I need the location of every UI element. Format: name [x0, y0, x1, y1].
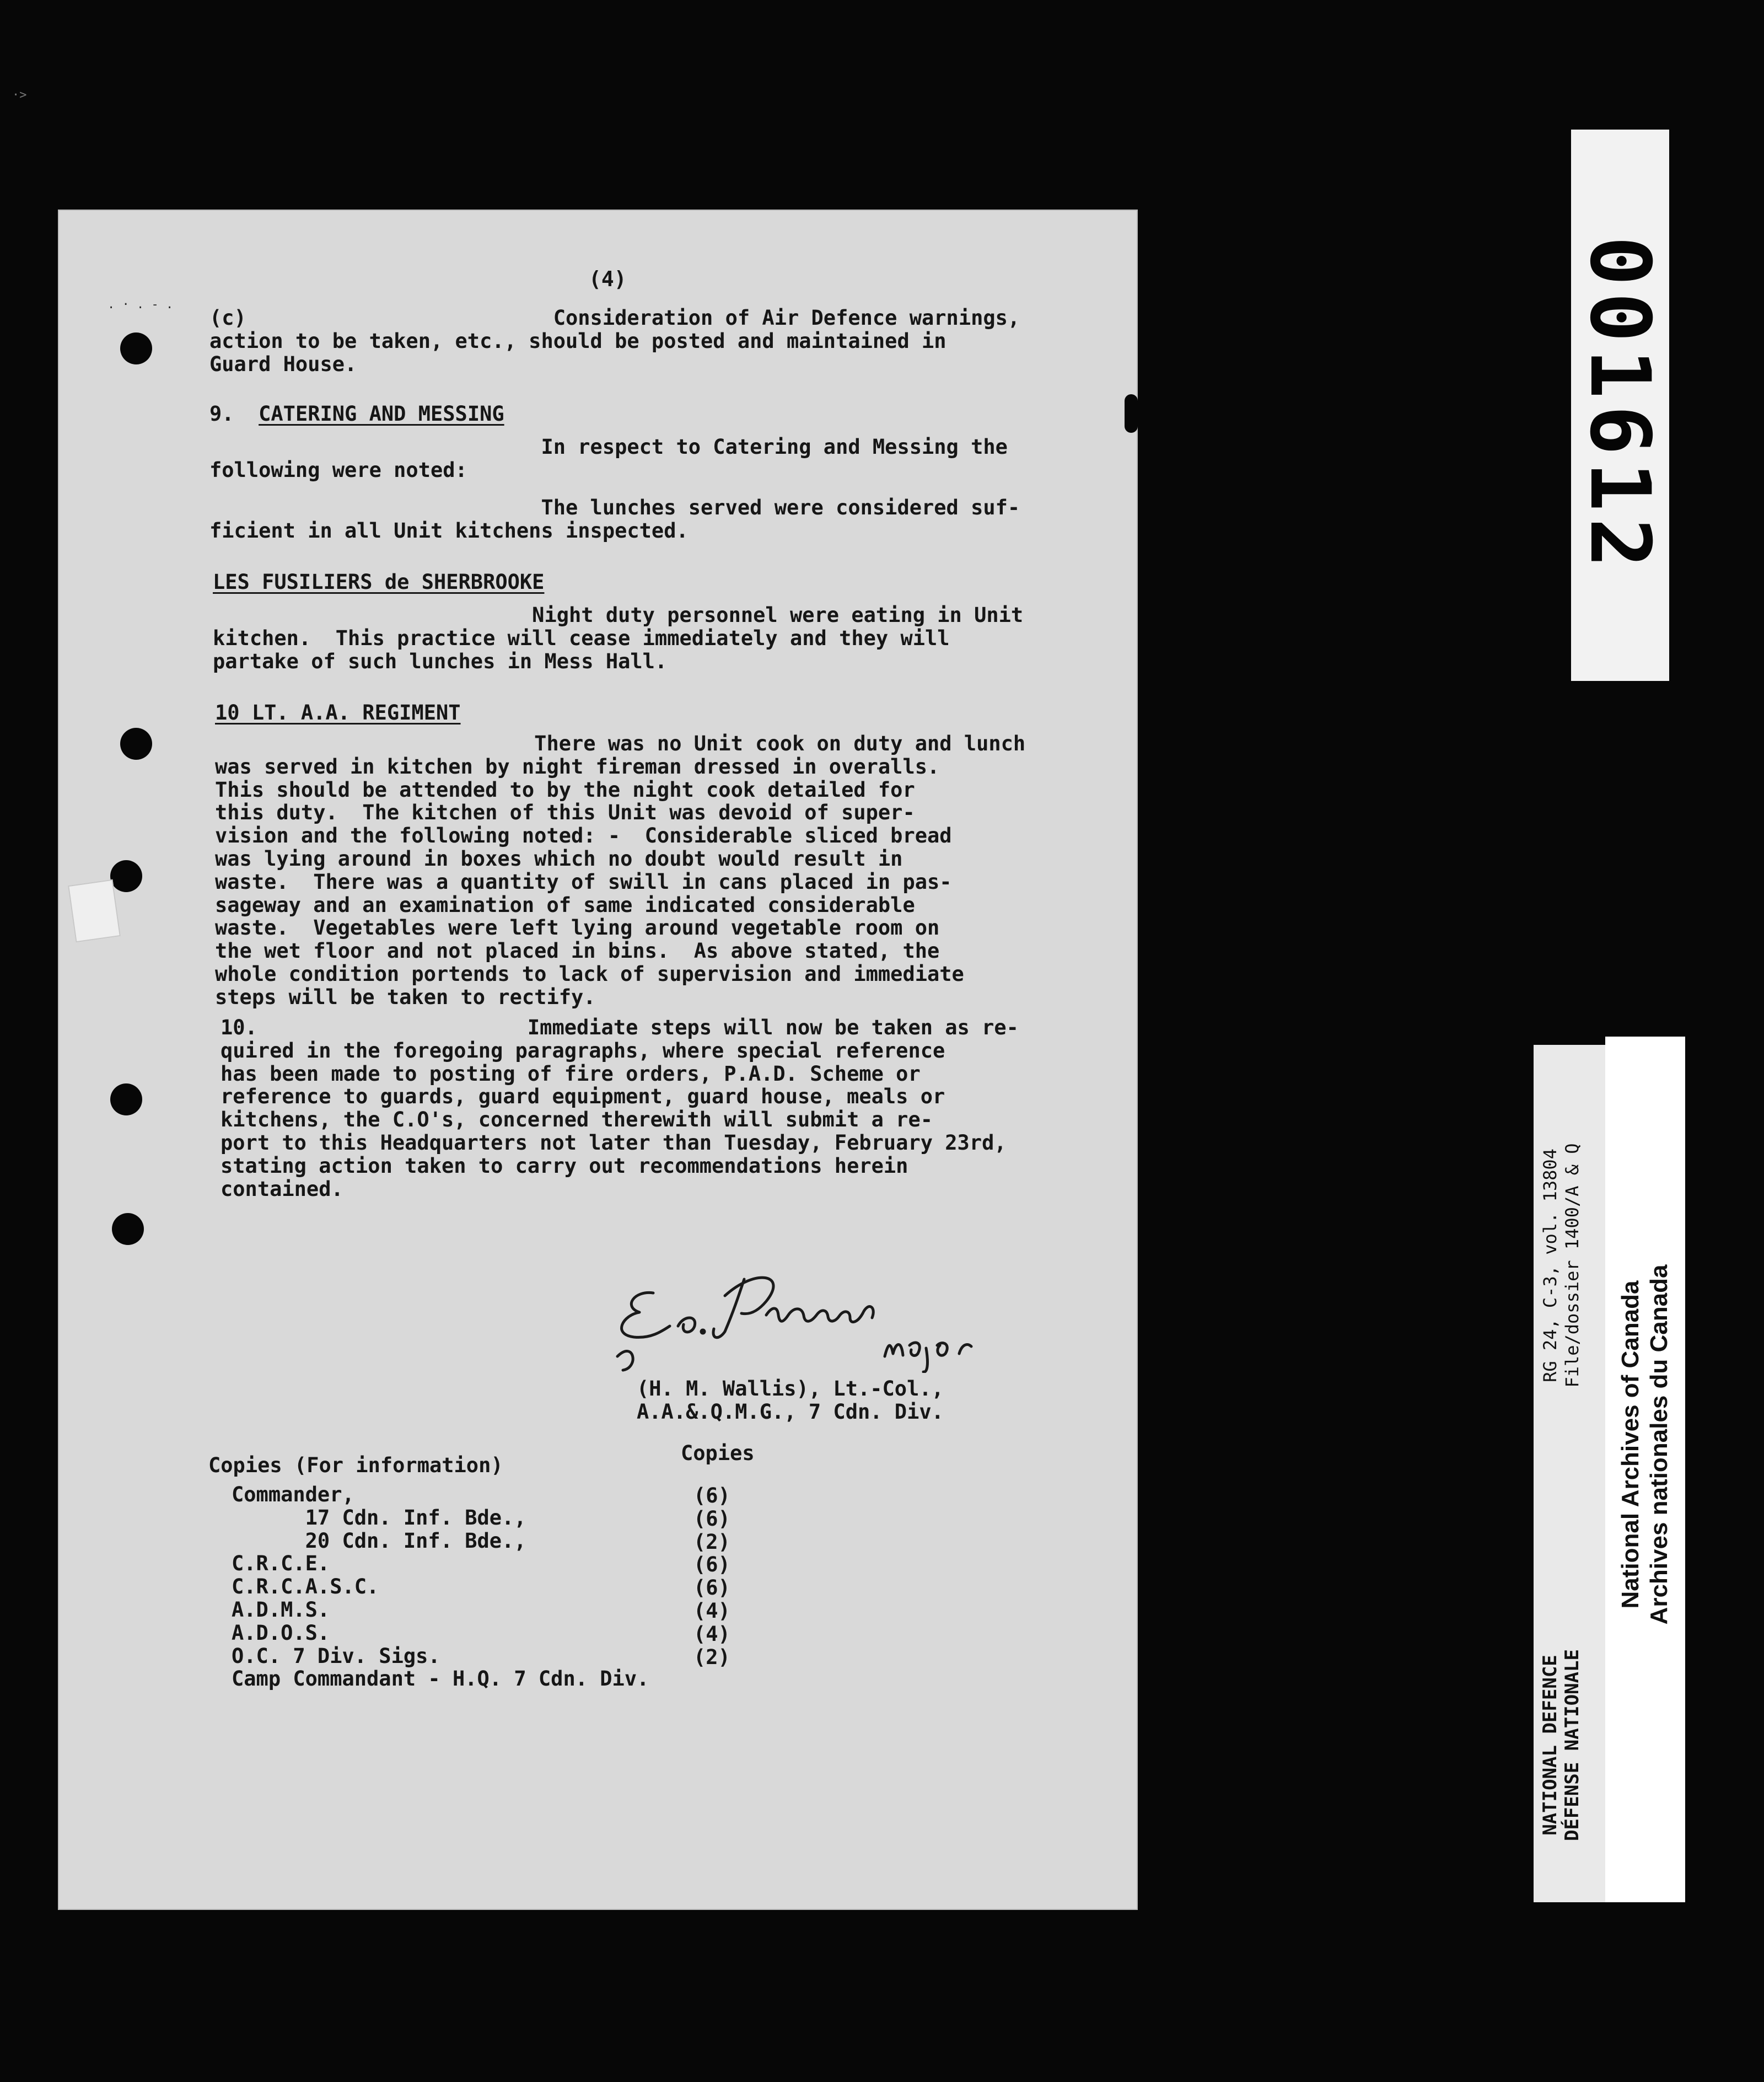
unit-heading-10-lt-aa: 10 LT. A.A. REGIMENT — [215, 701, 461, 725]
punch-hole — [110, 860, 142, 892]
distribution-item: A.D.O.S. — [232, 1620, 330, 1645]
unit-heading-sherbrooke: LES FUSILIERS de SHERBROOKE — [213, 570, 545, 594]
distribution-item: O.C. 7 Div. Sigs. — [232, 1644, 440, 1668]
copies-column-header: Copies — [681, 1441, 755, 1465]
copies-count: (6) — [693, 1484, 730, 1507]
page-number: (4) — [589, 267, 627, 291]
section-9-title: CATERING AND MESSING — [259, 402, 504, 426]
archive-reference-1: RG 24, C-3, vol. 13804 — [1540, 1149, 1561, 1382]
distribution-list — [232, 1483, 649, 1691]
punch-hole — [120, 728, 152, 760]
punch-hole — [120, 332, 152, 364]
distribution-item: 17 Cdn. Inf. Bde., — [232, 1505, 526, 1530]
copies-count: (2) — [693, 1530, 730, 1554]
copies-count: (6) — [693, 1576, 730, 1600]
margin-mark: ·> — [12, 88, 27, 102]
torn-corner — [68, 879, 121, 942]
distribution-item: Camp Commandant - H.Q. 7 Cdn. Div. — [232, 1667, 649, 1691]
unit-text-sherbrooke: Night duty personnel were eating in Unit kitchen. This practice will cease immediately and they will partake of such lunches in Mess Hall. — [213, 603, 1024, 673]
archive-reference-2: File/dossier 1400/A & Q — [1562, 1143, 1583, 1388]
distribution-copies — [693, 1484, 730, 1668]
punch-hole — [110, 1083, 142, 1115]
signature-block: (H. M. Wallis), Lt.-Col., A.A.&.Q.M.G., 7 Cdn. Div. — [637, 1377, 944, 1424]
distribution-item: C.R.C.A.S.C. — [232, 1575, 379, 1599]
copies-count: (2) — [693, 1645, 730, 1669]
distribution-item: Commander, — [232, 1483, 354, 1506]
national-defence-text: NATIONAL DEFENCE — [1539, 1655, 1561, 1836]
copies-count: (4) — [693, 1598, 730, 1623]
unit-text-10-lt-aa: There was no Unit cook on duty and lunch was served in kitchen by night fireman dressed in overalls. This should be attended to by the night cook detailed for this duty. The kitchen of this Unit was devoid of super- vision and the following noted: - Considerable sliced bread was lying around in boxes which no doubt would result in waste. There was a quantity of swill in cans placed in pas- sageway and an examination of same indicated considerable waste. Vegetables were left lying around vegetable room on the wet floor and not placed in bins. As above stated, the whole condition portends to lack of supervision and immediate steps will be taken to rectify. — [215, 732, 1026, 1009]
section-9-number: 9. — [209, 402, 234, 426]
page-edge-notch — [1125, 394, 1138, 433]
defense-nationale-text: DÉFENSE NATIONALE — [1561, 1649, 1583, 1841]
section-9-heading — [209, 403, 504, 426]
section-9-lunches: The lunches served were considered suf- ficient in all Unit kitchens inspected. — [209, 496, 1020, 543]
copies-count: (6) — [693, 1553, 730, 1577]
copies-title: Copies (For information) — [208, 1453, 503, 1477]
archives-name-en: National Archives of Canada — [1617, 1280, 1644, 1609]
stray-marks: . · . - . — [107, 298, 174, 312]
section-9-intro: In respect to Catering and Messing the following were noted: — [209, 435, 1008, 482]
archives-name-fr: Archives nationales du Canada — [1645, 1264, 1672, 1625]
distribution-item: A.D.M.S. — [232, 1597, 330, 1622]
copies-count: (4) — [693, 1622, 730, 1646]
copies-count: (6) — [693, 1506, 730, 1531]
section-10: 10. Immediate steps will now be taken as re- quired in the foregoing paragraphs, where special reference has been made to posting of fire orders, P.A.D. Scheme or reference to guards, guard equipment, guard house, meals or kitchens, the C.O's, concerned therewith will submit a re- port to this Headquarters not later than Tuesday, February 23rd, stating action taken to carry out recommendations herein contained. — [220, 1016, 1019, 1201]
punch-hole — [112, 1213, 144, 1245]
distribution-item: 20 Cdn. Inf. Bde., — [232, 1528, 526, 1553]
frame-number: 001612 — [1572, 236, 1668, 575]
distribution-item: C.R.C.E. — [232, 1552, 330, 1576]
handwritten-signature — [601, 1263, 1014, 1373]
paragraph-c: (c) Consideration of Air Defence warnings, action to be taken, etc., should be posted and maintained in Guard House. — [209, 306, 1020, 376]
